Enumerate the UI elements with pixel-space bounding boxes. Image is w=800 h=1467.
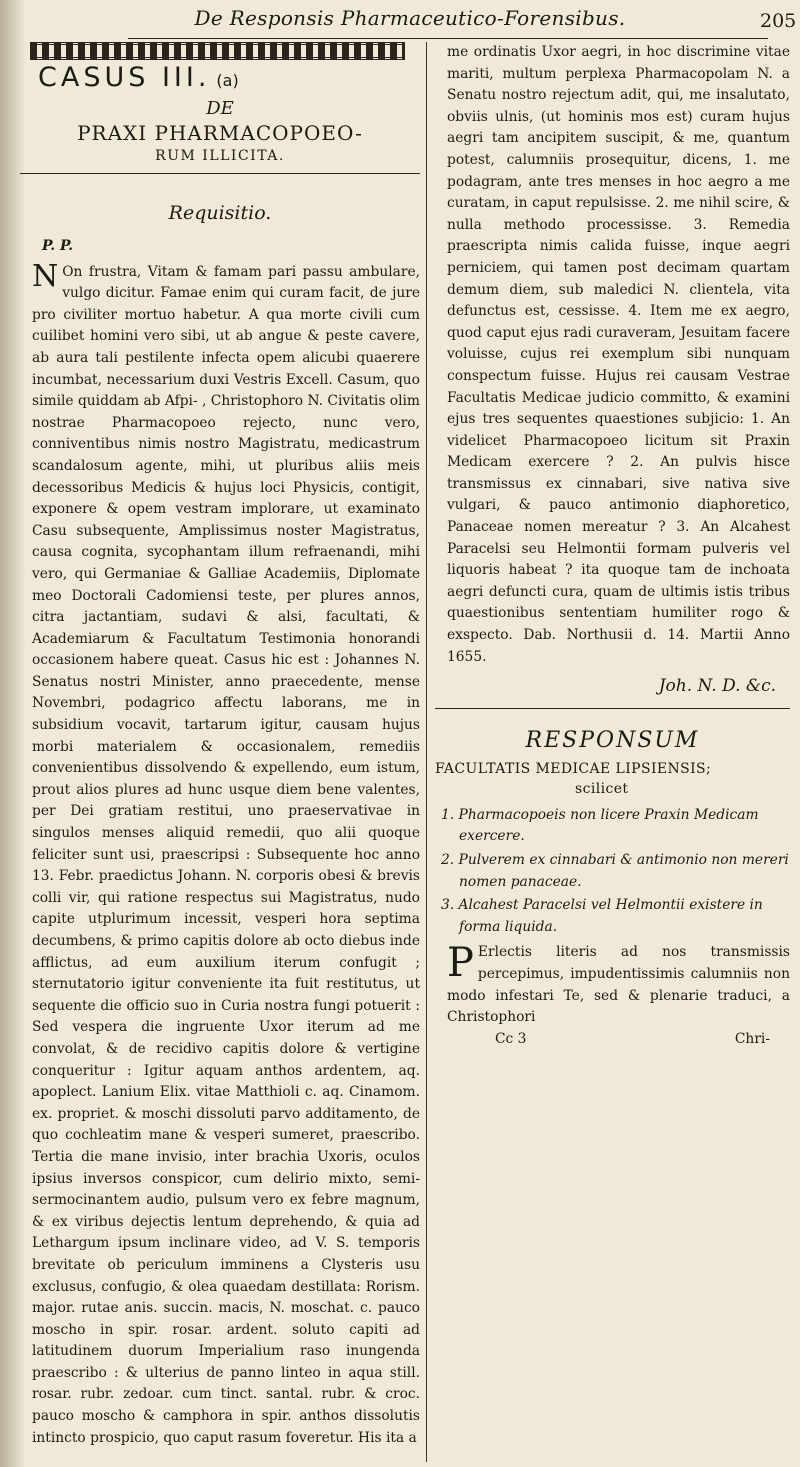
- responsum-dropcap: P: [447, 940, 474, 987]
- salutation: P. P.: [42, 238, 74, 254]
- column-divider: [426, 42, 427, 1462]
- theses-list: [435, 805, 790, 939]
- signature-mark: Cc 3: [495, 1030, 527, 1047]
- page-number: 205: [760, 10, 797, 32]
- casus-title: [38, 62, 420, 97]
- signature: Joh. N. D. &c.: [658, 676, 776, 697]
- running-head: De Responsis Pharmaceutico-Forensibus.: [194, 6, 626, 30]
- requisitio-heading: Requisitio.: [168, 202, 272, 224]
- casus-title-text: CASUS III.: [38, 62, 211, 93]
- left-column: [20, 42, 420, 1449]
- responsum-heading: RESPONSUM: [525, 727, 700, 753]
- scilicet: scilicet: [575, 780, 629, 797]
- faculty-name: FACULTATIS MEDICAE LIPSIENSIS;: [435, 760, 712, 777]
- responsum-text: Erlectis literis ad nos transmissis percepimus, impudentissimis calumniis non modo infestari Te, sed & plenarie traduci, a Christophori: [447, 944, 790, 1026]
- requisitio-text-continued: me ordinatis Uxor aegri, in hoc discrimine vitae mariti, multum perplexa Pharmacopolam N. a Senatu nostro rejectum adit, qui, me insalutato, obviis ulnis, (ut hominis mos est) curam hujus aegri tam ancipitem suscipit, & me, quantum potest, calumniis prosequitur, dicens, 1. me podagram, ante tres menses in hoc aegro a me curatam, in caput repulsisse. 2. me nihil scire, & nulla methodo processisse. 3. Remedia praescripta nimis calida fuisse, inque aegri perniciem, qui tamen post decimam quartam demum diem, sub maledici N. clientela, vita defunctus est, cessisse. 4. Item me ex aegro, quod caput ejus radi curaveram, Jesuitam facere voluisse, cujus rei exemplum sibi nunquam conspectum fuisse. Hujus rei causam Vestrae Facultatis Medicae judicio committo, & examini ejus tres sequentes quaestiones subjicio: 1. An videlicet Pharmacopoeo licitum sit Praxin Medicam exercere ? 2. An pulvis hisce transmissus ex cinnabari, sive nativa sive vulgari, & pauco antimonio diaphoretico, Panaceae nomen mereatur ? 3. An Alcahest Paracelsi seu Helmontii formam pulveris vel liquoris habeat ? ita quoque tam de inchoata aegri defuncti cura, quam de ultimis istis tribus quaestionibus sententiam humiliter rogo & exspecto. Dab. Northusii d. 14. Martii Anno 1655.: [447, 44, 790, 665]
- requisitio-dropcap: N: [32, 258, 59, 294]
- header-rule: [128, 38, 768, 39]
- right-column: [435, 42, 790, 1050]
- catchword: Chri-: [734, 1030, 770, 1047]
- thesis-item: 3. Alcahest Paracelsi vel Helmontii existere in forma liquida.: [441, 897, 763, 935]
- title-de: DE: [206, 98, 234, 119]
- ornament-band: [30, 42, 405, 60]
- thesis-item: 2. Pulverem ex cinnabari & antimonio non mereri nomen panaceae.: [441, 852, 789, 890]
- requisitio-body: [20, 258, 421, 1450]
- footnote-mark: (a): [216, 71, 239, 90]
- catchword-line: [435, 1029, 790, 1051]
- thesis-item: 1. Pharmacopoeis non licere Praxin Medicam exercere.: [441, 806, 759, 845]
- responsum-body: [435, 942, 790, 1028]
- title-illicita: RUM ILLICITA.: [155, 148, 285, 164]
- title-praxi: PRAXI PHARMACOPOEO-: [77, 121, 363, 145]
- title-rule: [20, 173, 420, 174]
- responsum-rule: [435, 708, 790, 709]
- requisitio-continuation: [435, 42, 790, 668]
- requisitio-text: On frustra, Vitam & famam pari passu ambulare, vulgo dicitur. Famae enim qui curam facit, de jure pro civiliter mortuo habetur. A qua morte civili cum cuilibet homini vero sibi, ut ab angue & peste cavere, ab aura tali pestilente infecta opem alicubi quaerere incumbat, necessarium duxi Vestris Excell. Casum, quo simile quiddam ab Afpi- , Christophoro N. Civitatis olim nostrae Pharmacopoeo rejecto, nunc vero, conniventibus nimis nostro Magistratu, medicastrum scandalosum agente, mihi, ut pluribus aliis meis decessoribus Medicis & hujus loci Physicis, contigit, exponere & opem vestram implorare, ut examinato Casu subsequente, Amplissimus noster Magistratus, causa cognita, sycophantam illum refraenandi, mihi vero, qui Germaniae & Galliae Academiis, Diplomate meo Doctorali Cadomiensi teste, per plures annos, citra jactantiam, sudavi & alsi, facultati, & Academiarum & Facultatum Testimonia honorandi occasionem habere queat. Casus hic est : Johannes N. Senatus nostri Minister, anno praecedente, mense Novembri, podagrico affectu laborans, me in subsidium vocavit, tartarum igitur, causam hujus morbi materialem & occasionalem, remediis convenientibus dissolvendo & expellendo, eum istum, prout alios plures ad hunc usque diem bene valentes, per Dei gratiam restitui, uno praeservativae in singulos menses aliquid remedii, quo alii quoque feliciter sunt usi, praescripsi : Subsequente hoc anno 13. Febr. praedictus Johann. N. corporis obesi & brevis colli vir, qui ratione respectus sui Magistratus, nudo capite utplurimum incessit, vesperi hora septima decumbens, & primo capitis dolore ab octo diebus inde afflictus, ad eum auxilium iterum confugit ; sternutatorio igitur conveniente ita fuit restitutus, ut sequente die officio suo in Curia nostra fungi potuerit : Sed vespera die ingruente Uxor iterum ad me convolat, & de recidivo capitis dolore & vertigine conqueritur : Igitur aquam anthos ardentem, aq. apoplect. Lanium Elix. vitae Matthioli c. aq. Cinamom. ex. propriet. & moschi dissoluti parvo additamento, de quo cochleatim mane & vesperi sumeret, praescribo. Tertia die mane invisio, inter brachia Uxoris, oculos ipsius inversos conspicor, cum delirio mixto, semi-sermocinantem audio, pulsum vero ex febre magnum, & ex viribus dejectis lentum deprehendo, & quia ad Lethargum ipsum inclinare video, ad V. S. temporis brevitate ob periculum imminens a Clysteris usu exclusus, confugio, & olea quaedam destillata: Rorism. major. rutae anis. succin. macis, N. moschat. c. pauco moscho in spir. rosar. ardent. soluto capiti ad latitudinem duorum Imperialium raso inungenda praescribo : & ulterius de panno linteo in aqua still. rosar. rubr. zedoar. cum tinct. santal. rubr. & croc. pauco moscho & camphora in spir. anthos dissolutis intincto prospicio, quo caput rasum foveretur. His ita a: [32, 263, 421, 1446]
